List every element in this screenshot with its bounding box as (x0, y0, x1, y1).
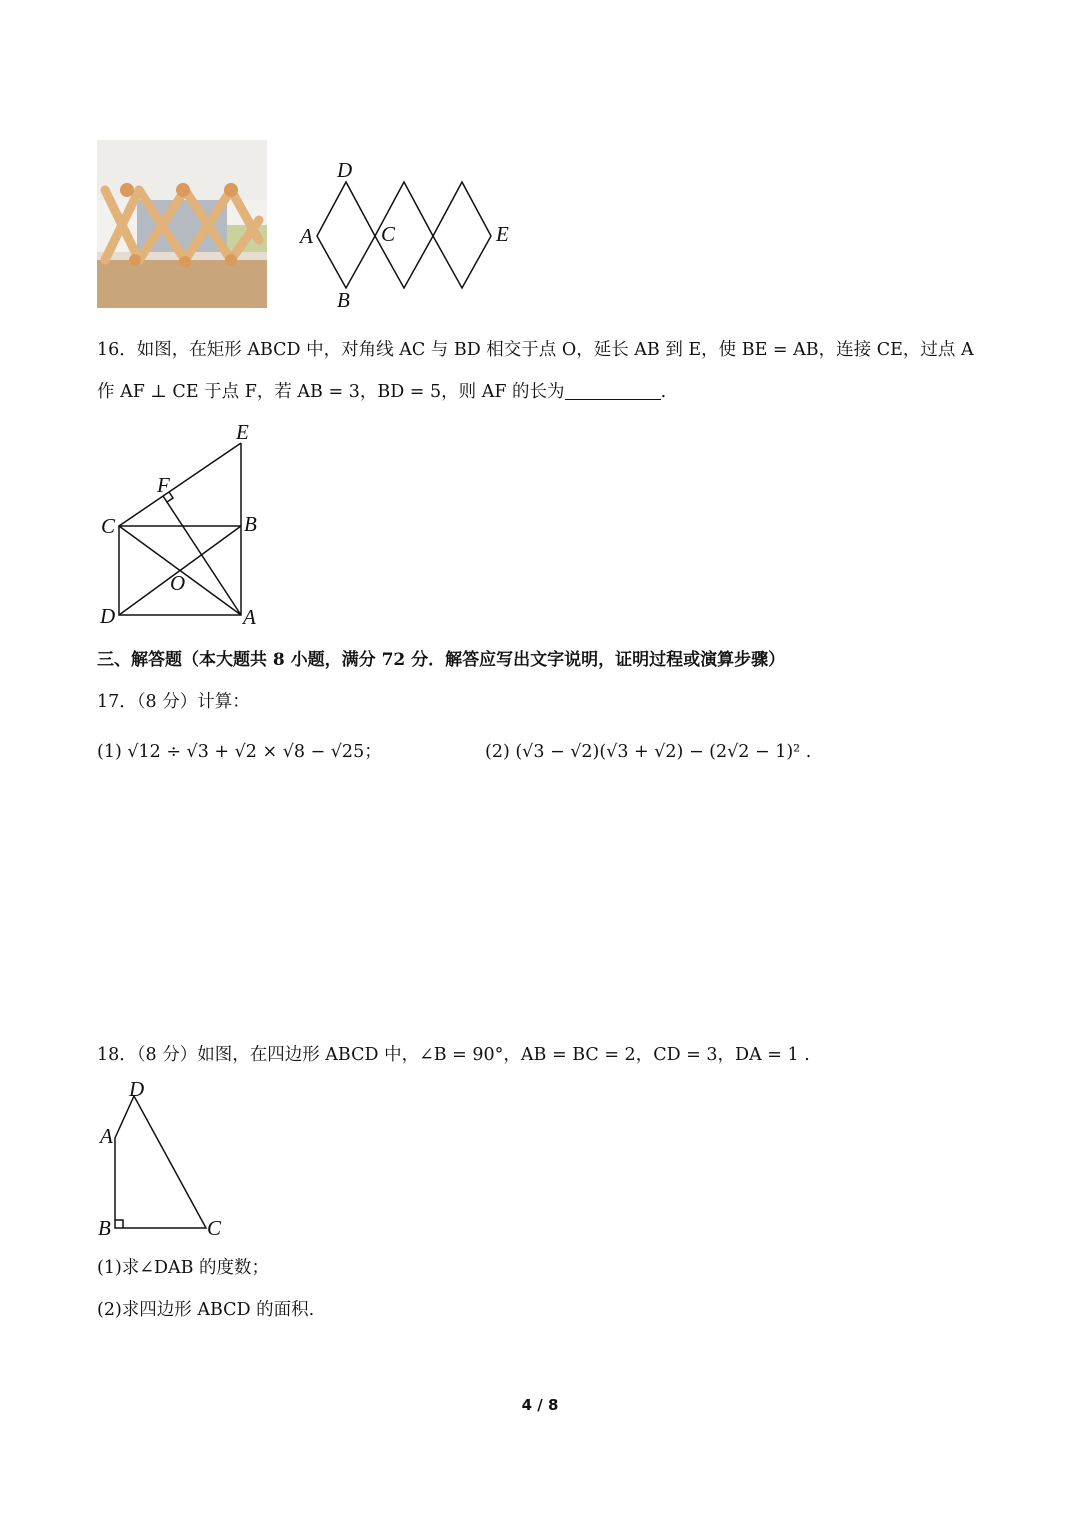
q18-title: 18．（8 分）如图，在四边形 ABCD 中，∠B = 90°，AB = BC = 2，CD = 3，DA = 1 . (97, 1045, 810, 1065)
q16-line1: 16．如图，在矩形 ABCD 中，对角线 AC 与 BD 相交于点 O，延长 AB 到 E，使 BE = AB，连接 CE，过点 A (97, 340, 974, 360)
coat-rack-photo (97, 140, 267, 308)
label-B: B (337, 288, 350, 312)
q18-part1: (1)求∠DAB 的度数； (97, 1258, 270, 1278)
answer-blank[interactable] (565, 381, 661, 400)
q16-line2 (97, 380, 666, 404)
label-A: A (100, 1124, 113, 1148)
label-C: C (101, 514, 116, 538)
q18-part2: (2)求四边形 ABCD 的面积. (97, 1300, 315, 1320)
label-B: B (98, 1216, 111, 1240)
label-D: D (337, 158, 353, 182)
label-C: C (207, 1216, 222, 1240)
q17-title: 17．（8 分）计算： (97, 692, 250, 712)
q17-part2: (2) (√3 − √2)(√3 + √2) − (2√2 − 1)² . (485, 742, 812, 762)
q16-line2-text: 作 AF ⊥ CE 于点 F，若 AB = 3，BD = 5，则 AF 的长为 (97, 382, 565, 402)
q16-line2-end: . (660, 382, 667, 402)
label-F: F (157, 473, 170, 497)
rectangle-figure (90, 420, 290, 630)
label-B: B (244, 512, 257, 536)
label-E: E (496, 222, 509, 246)
label-A: A (243, 605, 256, 629)
label-C: C (381, 222, 396, 246)
label-A: A (300, 224, 313, 248)
section-title: 三、解答题（本大题共 8 小题，满分 72 分．解答应写出文字说明，证明过程或演算步骤） (97, 650, 786, 670)
q17-part1: (1) √12 ÷ √3 + √2 × √8 − √25； (97, 742, 382, 762)
label-D: D (129, 1077, 145, 1101)
label-E: E (236, 420, 249, 444)
page-number: 4 / 8 (521, 1396, 559, 1414)
label-D: D (100, 604, 116, 628)
label-O: O (170, 571, 186, 595)
